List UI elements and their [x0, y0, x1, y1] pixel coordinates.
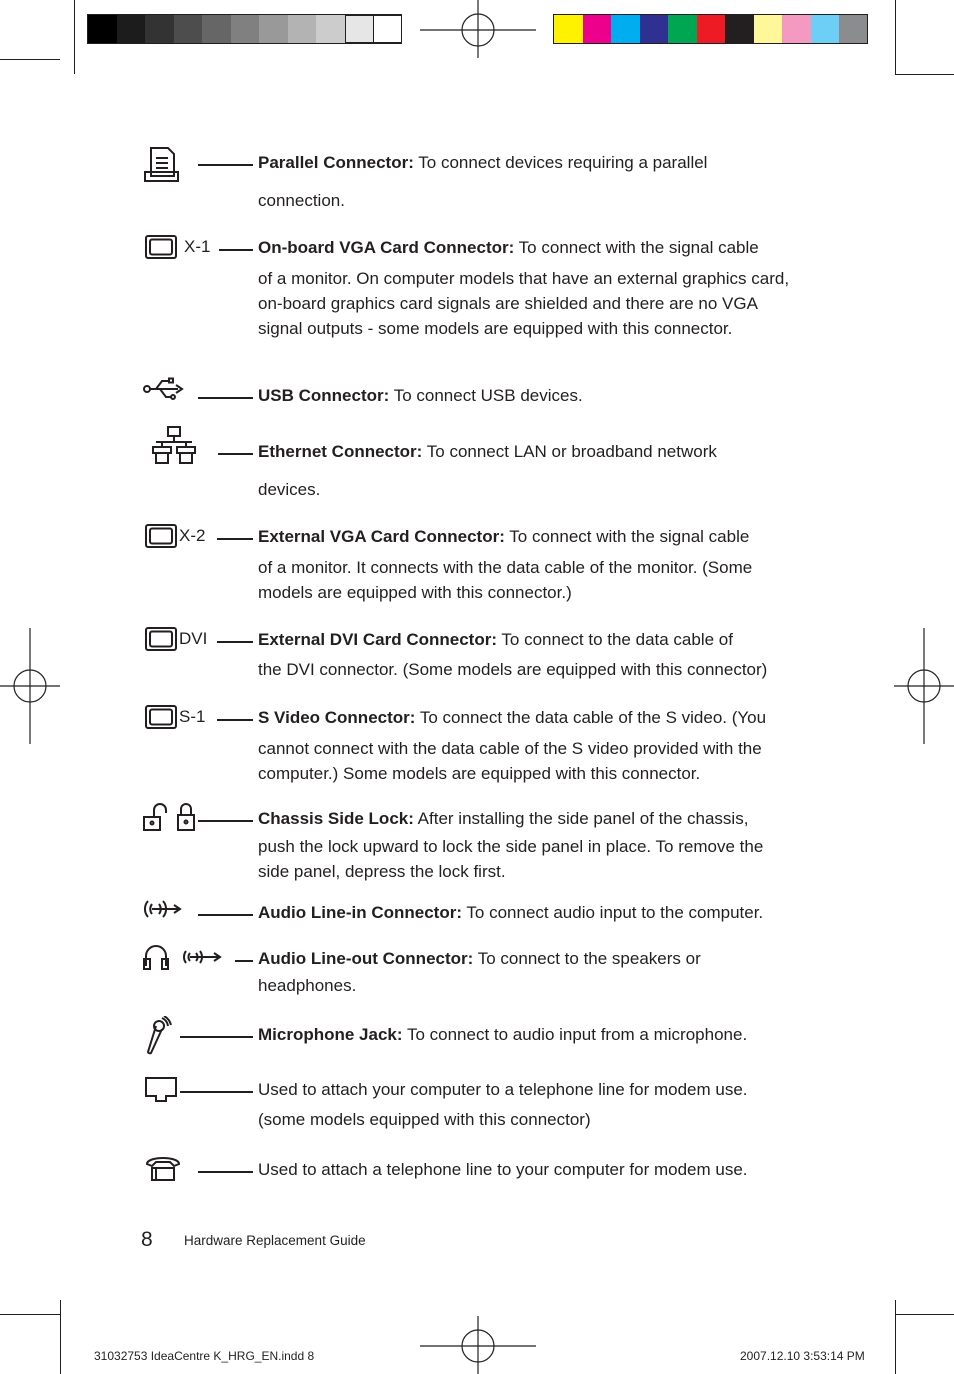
file-slug: 31032753 IdeaCentre K_HRG_EN.indd 8: [94, 1349, 315, 1363]
connector-description: [258, 705, 798, 730]
connector-text-continued: cannot connect with the data cable of the S video provided with the computer.) Some models are equipped with this connector.: [258, 739, 762, 783]
headphones-icon: [142, 942, 224, 972]
monitor-icon: [144, 704, 178, 730]
leader-line: [198, 397, 253, 399]
connector-title: Parallel Connector:: [258, 153, 414, 172]
connector-description: [258, 1157, 798, 1182]
port-label: X-2: [179, 526, 206, 545]
connector-text: To connect to the data cable of: [497, 630, 733, 649]
registration-mark-icon: [0, 628, 60, 744]
connector-title: On-board VGA Card Connector:: [258, 238, 515, 257]
connector-description: [258, 1077, 798, 1102]
phone-jack-icon: [144, 1074, 184, 1104]
connector-text: To connect to audio input from a microphone.: [402, 1025, 748, 1044]
registration-mark-icon: [420, 1316, 536, 1374]
padlock-icon: [142, 803, 198, 833]
leader-line: [198, 164, 253, 166]
connector-title: Microphone Jack:: [258, 1025, 403, 1044]
leader-line: [217, 641, 253, 643]
page-number: 8: [141, 1228, 153, 1251]
connector-text-continued: the DVI connector. (Some models are equipped with this connector): [258, 660, 768, 679]
connector-text: To connect LAN or broadband network: [422, 442, 717, 461]
guide-title: Hardware Replacement Guide: [184, 1233, 366, 1248]
connector-text: To connect with the signal cable: [514, 238, 759, 257]
connector-description: [258, 235, 798, 260]
connector-text-continued: connection.: [258, 191, 345, 210]
connector-text-continued: of a monitor. It connects with the data cable of the monitor. (Some models are equipped with this connector.): [258, 558, 753, 602]
connector-text: To connect to the speakers or: [473, 949, 701, 968]
connector-title: External DVI Card Connector:: [258, 630, 497, 649]
connector-text: Used to attach your computer to a telephone line for modem use.: [258, 1080, 748, 1099]
connector-title: S Video Connector:: [258, 708, 416, 727]
connector-text: To connect audio input to the computer.: [461, 903, 764, 922]
connector-text-continued: headphones.: [258, 976, 357, 995]
connector-description: [258, 627, 798, 652]
leader-line: [235, 960, 253, 962]
parallel-port-icon: [142, 146, 180, 184]
monitor-icon: [144, 523, 178, 549]
connector-title: Chassis Side Lock:: [258, 809, 414, 828]
connector-title: Audio Line-in Connector:: [258, 903, 462, 922]
leader-line: [217, 719, 253, 721]
leader-line: [217, 538, 253, 540]
connector-text-continued: of a monitor. On computer models that have an external graphics card, on-board graphics card signals are shielded and there are no VGA signal outputs - some models are equipped with this connector.: [258, 269, 790, 338]
timestamp-slug: 2007.12.10 3:53:14 PM: [740, 1349, 865, 1363]
monitor-icon: [144, 626, 178, 652]
connector-text-continued: push the lock upward to lock the side panel in place. To remove the side panel, depress the lock first.: [258, 837, 764, 881]
connector-title: USB Connector:: [258, 386, 390, 405]
port-label: DVI: [179, 629, 208, 648]
connector-text: After installing the side panel of the chassis,: [413, 809, 749, 828]
connector-description: [258, 946, 798, 971]
connector-title: External VGA Card Connector:: [258, 527, 505, 546]
monitor-icon: [144, 234, 178, 260]
microphone-icon: [142, 1016, 172, 1058]
connector-description: [258, 900, 798, 925]
leader-line: [219, 249, 253, 251]
port-label: S-1: [179, 707, 206, 726]
connector-text: To connect devices requiring a parallel: [413, 153, 708, 172]
registration-mark-icon: [420, 0, 536, 60]
usb-icon: [142, 377, 186, 401]
leader-line: [180, 1091, 253, 1093]
audio-line-in-icon: [142, 897, 184, 921]
leader-line: [198, 1171, 253, 1173]
connector-text-continued: devices.: [258, 480, 321, 499]
connector-description: [258, 806, 798, 831]
leader-line: [198, 820, 253, 822]
connector-description: [258, 383, 798, 408]
connector-title: Ethernet Connector:: [258, 442, 423, 461]
connector-text: Used to attach a telephone line to your computer for modem use.: [258, 1160, 748, 1179]
leader-line: [198, 914, 253, 916]
connector-description: [258, 439, 798, 464]
leader-line: [180, 1036, 253, 1038]
connector-description: [258, 1022, 798, 1047]
registration-mark-icon: [894, 628, 954, 744]
ethernet-network-icon: [148, 425, 208, 467]
connector-description: [258, 524, 798, 549]
connector-text: To connect the data cable of the S video. (You: [415, 708, 767, 727]
connector-text: To connect with the signal cable: [504, 527, 750, 546]
leader-line: [218, 453, 253, 455]
telephone-icon: [144, 1152, 184, 1184]
connector-text: To connect USB devices.: [389, 386, 583, 405]
connector-text-continued: (some models equipped with this connector): [258, 1110, 591, 1129]
connector-title: Audio Line-out Connector:: [258, 949, 474, 968]
connector-description: [258, 150, 798, 175]
port-label: X-1: [184, 237, 211, 256]
